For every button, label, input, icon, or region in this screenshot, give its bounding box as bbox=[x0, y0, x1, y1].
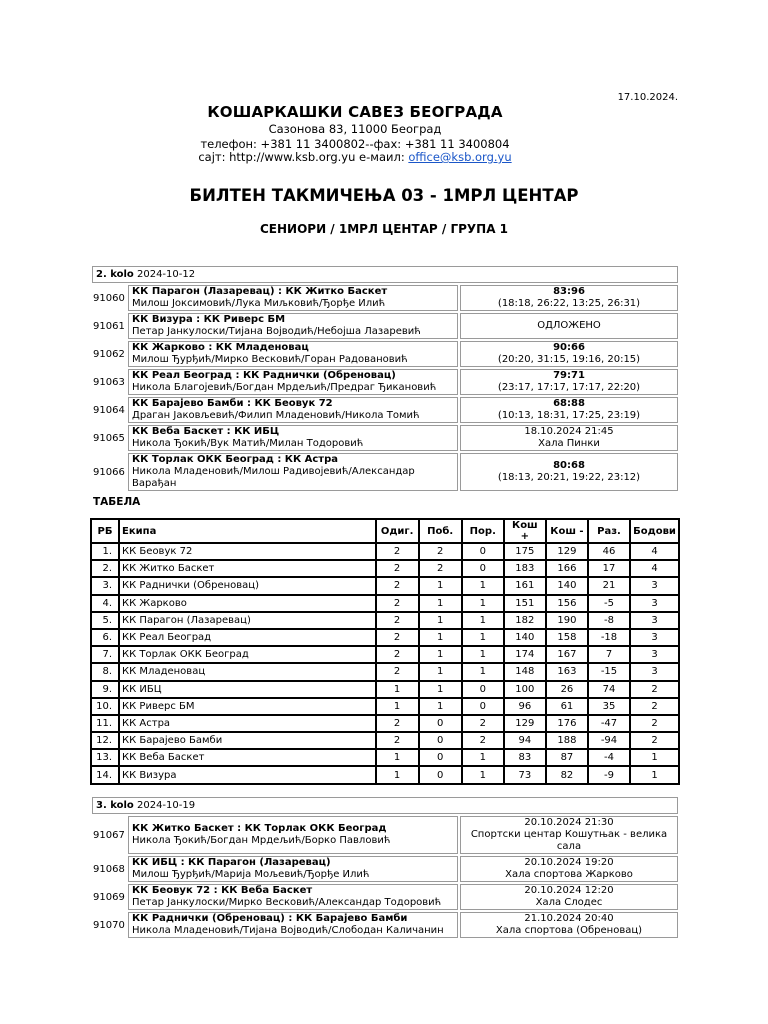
standings-row bbox=[91, 543, 679, 560]
match-status: 20.10.2024 21:30 bbox=[524, 817, 614, 828]
col-team-header: Екипа bbox=[119, 519, 376, 543]
standings-played: 2 bbox=[376, 595, 419, 612]
website-text: сајт: http://www.ksb.org.yu е-маил: bbox=[198, 150, 409, 164]
standings-difference: -94 bbox=[588, 732, 630, 749]
match-teams-cell bbox=[128, 425, 458, 451]
match-quarter-scores: (23:17, 17:17, 17:17, 22:20) bbox=[497, 382, 641, 393]
match-teams-cell bbox=[128, 856, 458, 882]
standings-played: 2 bbox=[376, 577, 419, 594]
standings-points-for: 73 bbox=[504, 766, 546, 783]
match-teams: КК Визура : КК Риверс БМ bbox=[132, 314, 286, 325]
match-venue: Хала спортова (Обреновац) bbox=[495, 925, 643, 936]
standings-points-for: 100 bbox=[504, 681, 546, 698]
standings-total-points: 3 bbox=[630, 577, 679, 594]
match-teams: КК Барајево Бамби : КК Беовук 72 bbox=[132, 398, 333, 409]
standings-total-points: 4 bbox=[630, 560, 679, 577]
match-code: 91060 bbox=[93, 292, 125, 304]
match-teams-cell bbox=[128, 397, 458, 423]
standings-wins: 1 bbox=[419, 577, 462, 594]
round-header-row bbox=[92, 797, 678, 814]
match-teams: КК Беовук 72 : КК Веба Баскет bbox=[132, 885, 313, 896]
standings-wins: 1 bbox=[419, 612, 462, 629]
round-label: 2. kolo bbox=[96, 269, 134, 280]
standings-difference: 46 bbox=[588, 543, 630, 560]
standings-points-for: 175 bbox=[504, 543, 546, 560]
match-teams: КК Парагон (Лазаревац) : КК Житко Баскет bbox=[132, 286, 388, 297]
standings-team: КК Визура bbox=[119, 766, 376, 783]
organization-address: Сазонова 83, 11000 Београд bbox=[268, 122, 442, 136]
standings-losses: 1 bbox=[462, 766, 504, 783]
match-venue: Спортски центар Кошутњак - велика сала bbox=[470, 829, 668, 852]
round-3-matches-table bbox=[90, 795, 680, 940]
standings-wins: 1 bbox=[419, 595, 462, 612]
standings-total-points: 1 bbox=[630, 766, 679, 783]
standings-losses: 1 bbox=[462, 663, 504, 680]
standings-total-points: 2 bbox=[630, 698, 679, 715]
organization-name: КОШАРКАШКИ САВЕЗ БЕОГРАДА bbox=[207, 103, 503, 121]
standings-team: КК Торлак ОКК Београд bbox=[119, 646, 376, 663]
standings-difference: 7 bbox=[588, 646, 630, 663]
standings-wins: 2 bbox=[419, 543, 462, 560]
match-teams: КК Житко Баскет : КК Торлак ОКК Београд bbox=[132, 823, 387, 834]
standings-row bbox=[91, 612, 679, 629]
standings-points-against: 190 bbox=[546, 612, 588, 629]
standings-rank: 13. bbox=[91, 749, 119, 766]
match-referees: Милош Ђурђић/Марија Мољевић/Ђорђе Илић bbox=[132, 869, 370, 880]
match-row bbox=[92, 397, 678, 423]
standings-rank: 10. bbox=[91, 698, 119, 715]
standings-row bbox=[91, 595, 679, 612]
standings-total-points: 2 bbox=[630, 681, 679, 698]
standings-points-against: 82 bbox=[546, 766, 588, 783]
match-row bbox=[92, 816, 678, 854]
standings-difference: -8 bbox=[588, 612, 630, 629]
standings-difference: 74 bbox=[588, 681, 630, 698]
standings-played: 2 bbox=[376, 543, 419, 560]
match-quarter-scores: (18:18, 26:22, 13:25, 26:31) bbox=[497, 298, 641, 309]
match-status: 18.10.2024 21:45 bbox=[524, 426, 614, 437]
standings-rank: 7. bbox=[91, 646, 119, 663]
match-code: 91070 bbox=[93, 919, 125, 931]
match-score: 90:66 bbox=[553, 342, 585, 353]
match-code: 91061 bbox=[93, 320, 125, 332]
standings-played: 1 bbox=[376, 749, 419, 766]
match-status: 21.10.2024 20:40 bbox=[524, 913, 614, 924]
standings-table bbox=[90, 518, 680, 785]
standings-points-against: 188 bbox=[546, 732, 588, 749]
standings-played: 2 bbox=[376, 560, 419, 577]
standings-difference: 21 bbox=[588, 577, 630, 594]
match-teams: КК Жарково : КК Младеновац bbox=[132, 342, 309, 353]
match-venue: Хала спортова Жарково bbox=[505, 869, 633, 880]
match-teams: КК Реал Београд : КК Раднички (Обреновац) bbox=[132, 370, 396, 381]
standings-points-against: 61 bbox=[546, 698, 588, 715]
match-teams-cell bbox=[128, 369, 458, 395]
match-code: 91068 bbox=[93, 863, 125, 875]
standings-total-points: 2 bbox=[630, 732, 679, 749]
standings-team: КК Жарково bbox=[119, 595, 376, 612]
standings-row bbox=[91, 629, 679, 646]
round-header-row bbox=[92, 266, 678, 283]
standings-losses: 0 bbox=[462, 543, 504, 560]
match-teams-cell bbox=[128, 884, 458, 910]
standings-rank: 3. bbox=[91, 577, 119, 594]
match-status: ОДЛОЖЕНО bbox=[537, 320, 601, 331]
standings-team: КК Веба Баскет bbox=[119, 749, 376, 766]
standings-rank: 14. bbox=[91, 766, 119, 783]
match-quarter-scores: (18:13, 20:21, 19:22, 23:12) bbox=[497, 472, 641, 483]
standings-total-points: 3 bbox=[630, 595, 679, 612]
standings-rank: 1. bbox=[91, 543, 119, 560]
standings-wins: 1 bbox=[419, 681, 462, 698]
standings-points-for: 161 bbox=[504, 577, 546, 594]
standings-points-for: 151 bbox=[504, 595, 546, 612]
match-quarter-scores: (20:20, 31:15, 19:16, 20:15) bbox=[497, 354, 641, 365]
organization-contact bbox=[0, 150, 710, 164]
match-code: 91069 bbox=[93, 891, 125, 903]
match-teams-cell bbox=[128, 313, 458, 339]
standings-rank: 5. bbox=[91, 612, 119, 629]
standings-team: КК Парагон (Лазаревац) bbox=[119, 612, 376, 629]
standings-wins: 1 bbox=[419, 646, 462, 663]
match-teams-cell bbox=[128, 816, 458, 854]
standings-points-against: 140 bbox=[546, 577, 588, 594]
col-total-points-header: Бодови bbox=[630, 519, 679, 543]
bulletin-title: БИЛТЕН ТАКМИЧЕЊА 03 - 1МРЛ ЦЕНТАР bbox=[189, 186, 579, 205]
email-link[interactable]: office@ksb.org.yu bbox=[408, 150, 512, 164]
match-row bbox=[92, 856, 678, 882]
match-result-cell bbox=[460, 816, 678, 854]
match-row bbox=[92, 341, 678, 367]
round-label: 3. kolo bbox=[96, 800, 134, 811]
match-row bbox=[92, 369, 678, 395]
col-wins-header: Поб. bbox=[419, 519, 462, 543]
standings-team: КК Беовук 72 bbox=[119, 543, 376, 560]
standings-wins: 0 bbox=[419, 732, 462, 749]
match-teams-cell bbox=[128, 341, 458, 367]
match-result-cell bbox=[460, 369, 678, 395]
match-row bbox=[92, 453, 678, 491]
standings-row bbox=[91, 681, 679, 698]
standings-points-against: 129 bbox=[546, 543, 588, 560]
standings-points-for: 129 bbox=[504, 715, 546, 732]
standings-losses: 1 bbox=[462, 629, 504, 646]
standings-row bbox=[91, 560, 679, 577]
round-header bbox=[92, 266, 678, 283]
standings-wins: 1 bbox=[419, 663, 462, 680]
match-referees: Милош Јоксимовић/Лука Миљковић/Ђорђе Илић bbox=[132, 298, 386, 309]
standings-losses: 2 bbox=[462, 732, 504, 749]
standings-losses: 1 bbox=[462, 612, 504, 629]
standings-played: 2 bbox=[376, 629, 419, 646]
standings-rank: 8. bbox=[91, 663, 119, 680]
standings-losses: 1 bbox=[462, 595, 504, 612]
standings-team: КК Астра bbox=[119, 715, 376, 732]
standings-title: ТАБЕЛА bbox=[93, 496, 141, 508]
standings-total-points: 3 bbox=[630, 629, 679, 646]
match-result-cell bbox=[460, 912, 678, 938]
standings-header-row bbox=[91, 519, 679, 543]
standings-difference: -9 bbox=[588, 766, 630, 783]
standings-points-for: 94 bbox=[504, 732, 546, 749]
standings-losses: 1 bbox=[462, 577, 504, 594]
organization-phone: телефон: +381 11 3400802--фах: +381 11 3400804 bbox=[200, 137, 510, 151]
match-row bbox=[92, 425, 678, 451]
match-teams: КК ИБЦ : КК Парагон (Лазаревац) bbox=[132, 857, 331, 868]
standings-total-points: 4 bbox=[630, 543, 679, 560]
standings-played: 1 bbox=[376, 681, 419, 698]
standings-total-points: 3 bbox=[630, 646, 679, 663]
match-score: 80:68 bbox=[553, 460, 585, 471]
standings-team: КК Житко Баскет bbox=[119, 560, 376, 577]
standings-rank: 12. bbox=[91, 732, 119, 749]
standings-difference: 35 bbox=[588, 698, 630, 715]
match-referees: Милош Ђурђић/Мирко Весковић/Горан Радовановић bbox=[132, 354, 408, 365]
match-teams-cell bbox=[128, 912, 458, 938]
col-losses-header: Пор. bbox=[462, 519, 504, 543]
match-result-cell bbox=[460, 425, 678, 451]
standings-row bbox=[91, 663, 679, 680]
round-date: 2024-10-12 bbox=[136, 269, 196, 280]
col-played-header: Одиг. bbox=[376, 519, 419, 543]
match-referees: Никола Младеновић/Тијана Војводић/Слободан Каличанин bbox=[132, 925, 444, 936]
standings-wins: 0 bbox=[419, 715, 462, 732]
match-referees: Никола Ђокић/Вук Матић/Милан Тодоровић bbox=[132, 438, 364, 449]
match-code: 91063 bbox=[93, 376, 125, 388]
standings-difference: -47 bbox=[588, 715, 630, 732]
match-row bbox=[92, 884, 678, 910]
standings-points-against: 158 bbox=[546, 629, 588, 646]
match-result-cell bbox=[460, 453, 678, 491]
col-difference-header: Раз. bbox=[588, 519, 630, 543]
standings-wins: 1 bbox=[419, 698, 462, 715]
standings-team: КК Младеновац bbox=[119, 663, 376, 680]
match-code: 91066 bbox=[93, 466, 125, 478]
standings-row bbox=[91, 698, 679, 715]
standings-played: 2 bbox=[376, 715, 419, 732]
standings-total-points: 1 bbox=[630, 749, 679, 766]
standings-played: 1 bbox=[376, 698, 419, 715]
standings-losses: 0 bbox=[462, 560, 504, 577]
match-code: 91065 bbox=[93, 432, 125, 444]
standings-row bbox=[91, 749, 679, 766]
standings-total-points: 2 bbox=[630, 715, 679, 732]
match-status: 20.10.2024 12:20 bbox=[524, 885, 614, 896]
match-row bbox=[92, 313, 678, 339]
standings-rank: 11. bbox=[91, 715, 119, 732]
match-code: 91067 bbox=[93, 829, 125, 841]
match-score: 79:71 bbox=[553, 370, 585, 381]
standings-played: 2 bbox=[376, 612, 419, 629]
match-quarter-scores: (10:13, 18:31, 17:25, 23:19) bbox=[497, 410, 641, 421]
match-row bbox=[92, 912, 678, 938]
standings-wins: 0 bbox=[419, 766, 462, 783]
standings-row bbox=[91, 732, 679, 749]
standings-played: 2 bbox=[376, 732, 419, 749]
standings-points-against: 163 bbox=[546, 663, 588, 680]
standings-losses: 1 bbox=[462, 646, 504, 663]
standings-points-for: 83 bbox=[504, 749, 546, 766]
standings-played: 2 bbox=[376, 663, 419, 680]
standings-row bbox=[91, 715, 679, 732]
match-status: 20.10.2024 19:20 bbox=[524, 857, 614, 868]
standings-points-for: 183 bbox=[504, 560, 546, 577]
match-code: 91064 bbox=[93, 404, 125, 416]
standings-points-against: 156 bbox=[546, 595, 588, 612]
standings-rank: 2. bbox=[91, 560, 119, 577]
standings-wins: 2 bbox=[419, 560, 462, 577]
match-result-cell bbox=[460, 397, 678, 423]
match-teams: КК Веба Баскет : КК ИБЦ bbox=[132, 426, 280, 437]
standings-rank: 4. bbox=[91, 595, 119, 612]
standings-difference: -4 bbox=[588, 749, 630, 766]
competition-subtitle: СЕНИОРИ / 1МРЛ ЦЕНТАР / ГРУПА 1 bbox=[259, 222, 509, 236]
document-date: 17.10.2024. bbox=[617, 92, 678, 103]
standings-team: КК Барајево Бамби bbox=[119, 732, 376, 749]
standings-total-points: 3 bbox=[630, 663, 679, 680]
standings-points-for: 182 bbox=[504, 612, 546, 629]
standings-difference: -15 bbox=[588, 663, 630, 680]
match-teams: КК Раднички (Обреновац) : КК Барајево Бамби bbox=[132, 913, 408, 924]
match-venue: Хала Пинки bbox=[538, 438, 600, 449]
standings-team: КК ИБЦ bbox=[119, 681, 376, 698]
standings-difference: -18 bbox=[588, 629, 630, 646]
match-referees: Никола Благојевић/Богдан Мрдељић/Предраг Ђикановић bbox=[132, 382, 437, 393]
match-referees: Петар Јанкулоски/Мирко Весковић/Александар Тодоровић bbox=[132, 897, 442, 908]
match-teams: КК Торлак ОКК Београд : КК Астра bbox=[132, 454, 338, 465]
match-result-cell bbox=[460, 884, 678, 910]
round-date: 2024-10-19 bbox=[136, 800, 196, 811]
standings-points-for: 140 bbox=[504, 629, 546, 646]
match-teams-cell bbox=[128, 285, 458, 311]
match-venue: Хала Слодес bbox=[535, 897, 603, 908]
standings-points-for: 96 bbox=[504, 698, 546, 715]
standings-points-against: 176 bbox=[546, 715, 588, 732]
round-2-matches-table bbox=[90, 264, 680, 493]
standings-played: 1 bbox=[376, 766, 419, 783]
match-result-cell bbox=[460, 341, 678, 367]
col-rank-header: РБ bbox=[91, 519, 119, 543]
standings-points-against: 26 bbox=[546, 681, 588, 698]
match-code: 91062 bbox=[93, 348, 125, 360]
standings-difference: -5 bbox=[588, 595, 630, 612]
col-points-against-header: Кош - bbox=[546, 519, 588, 543]
match-referees: Драган Јаковљевић/Филип Младеновић/Никола Томић bbox=[132, 410, 420, 421]
standings-losses: 0 bbox=[462, 681, 504, 698]
match-result-cell bbox=[460, 856, 678, 882]
standings-points-for: 174 bbox=[504, 646, 546, 663]
match-referees: Никола Ђокић/Богдан Мрдељић/Борко Павловић bbox=[132, 835, 391, 846]
standings-team: КК Риверс БМ bbox=[119, 698, 376, 715]
match-result-cell bbox=[460, 313, 678, 339]
standings-points-against: 166 bbox=[546, 560, 588, 577]
match-teams-cell bbox=[128, 453, 458, 491]
standings-rank: 6. bbox=[91, 629, 119, 646]
match-referees: Никола Младеновић/Милош Радивојевић/Александар Варађан bbox=[132, 466, 415, 489]
match-score: 83:96 bbox=[553, 286, 585, 297]
standings-team: КК Раднички (Обреновац) bbox=[119, 577, 376, 594]
standings-row bbox=[91, 646, 679, 663]
standings-losses: 1 bbox=[462, 749, 504, 766]
standings-points-against: 87 bbox=[546, 749, 588, 766]
standings-wins: 0 bbox=[419, 749, 462, 766]
standings-played: 2 bbox=[376, 646, 419, 663]
match-referees: Петар Јанкулоски/Тијана Војводић/Небојша Лазаревић bbox=[132, 326, 421, 337]
standings-losses: 0 bbox=[462, 698, 504, 715]
standings-rank: 9. bbox=[91, 681, 119, 698]
standings-points-against: 167 bbox=[546, 646, 588, 663]
standings-team: КК Реал Београд bbox=[119, 629, 376, 646]
match-row bbox=[92, 285, 678, 311]
match-score: 68:88 bbox=[553, 398, 585, 409]
standings-losses: 2 bbox=[462, 715, 504, 732]
standings-row bbox=[91, 766, 679, 783]
standings-wins: 1 bbox=[419, 629, 462, 646]
standings-points-for: 148 bbox=[504, 663, 546, 680]
col-points-for-header: Кош + bbox=[504, 519, 546, 543]
standings-difference: 17 bbox=[588, 560, 630, 577]
match-result-cell bbox=[460, 285, 678, 311]
standings-row bbox=[91, 577, 679, 594]
standings-total-points: 3 bbox=[630, 612, 679, 629]
round-header bbox=[92, 797, 678, 814]
